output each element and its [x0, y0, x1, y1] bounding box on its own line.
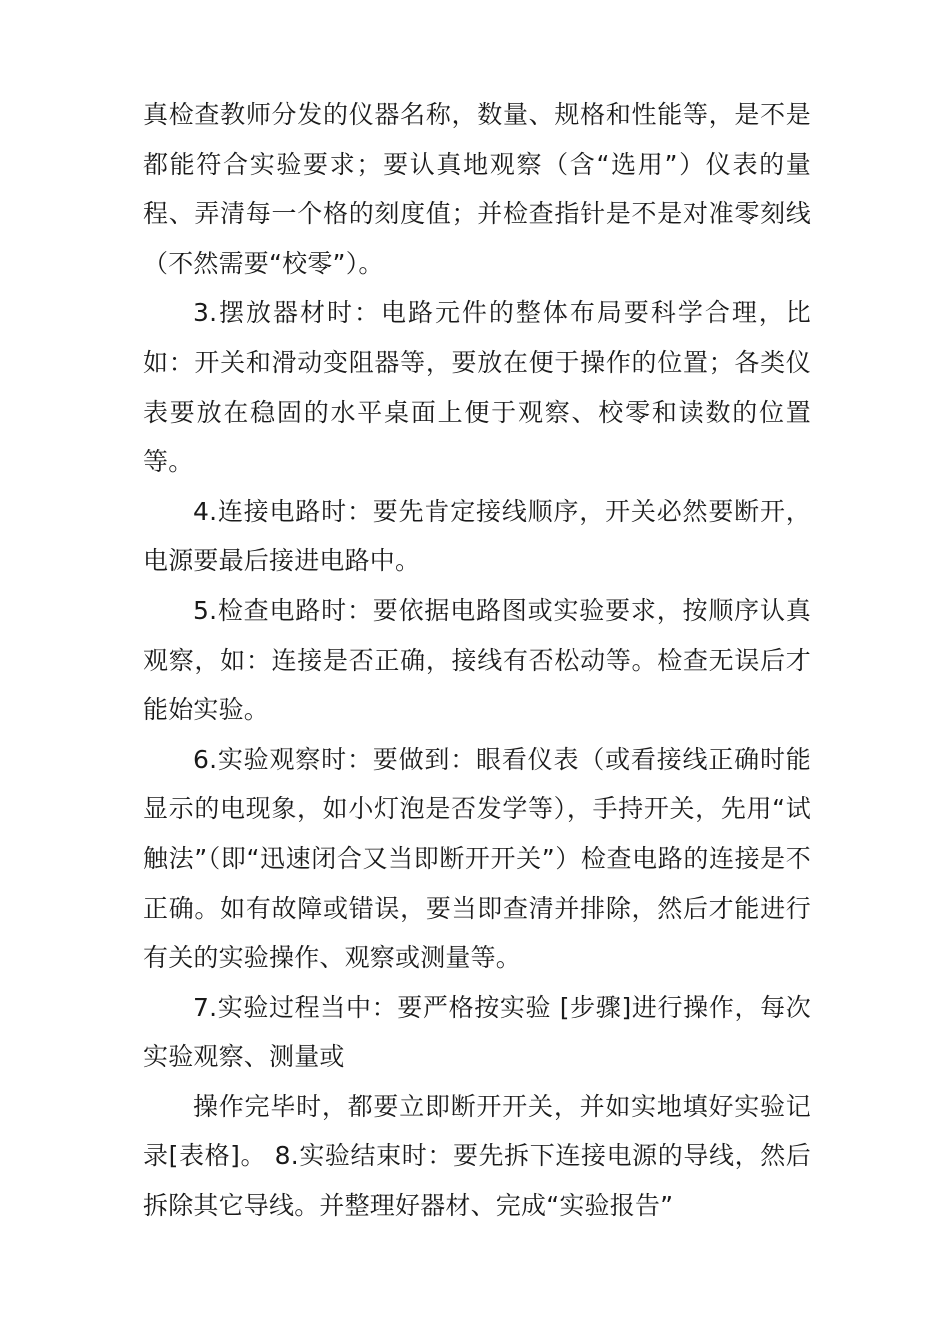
paragraph-step-7-cont-and-8: 操作完毕时，都要立即断开开关，并如实地填好实验记录[表格]。 8.实验结束时：要先拆下连接电源的导线，然后拆除其它导线。并整理好器材、完成“实验报告”	[143, 1091, 811, 1221]
paragraph-step-4: 4.连接电路时：要先肯定接线顺序，开关必然要断开，电源要最后接进电路中。	[143, 496, 811, 576]
paragraph-step-7: 7.实验过程当中：要严格按实验 [步骤]进行操作，每次实验观察、测量或	[143, 992, 811, 1072]
paragraph-step-3: 3.摆放器材时：电路元件的整体布局要科学合理，比如：开关和滑动变阻器等，要放在便于操作的位置；各类仪表要放在稳固的水平桌面上便于观察、校零和读数的位置等。	[143, 298, 811, 477]
document-body	[143, 90, 811, 1231]
paragraph-step-5: 5.检查电路时：要依据电路图或实验要求，按顺序认真观察，如：连接是否正确，接线有否松动等。检查无误后才能始实验。	[143, 595, 811, 725]
paragraph-continuation: 真检查教师分发的仪器名称，数量、规格和性能等，是不是都能符合实验要求；要认真地观察（含“选用”）仪表的量程、弄清每一个格的刻度值；并检查指针是不是对准零刻线（不然需要“校零”）。	[143, 100, 811, 278]
paragraph-step-6: 6.实验观察时：要做到：眼看仪表（或看接线正确时能显示的电现象，如小灯泡是否发学等），手持开关，先用“试触法”（即“迅速闭合又当即断开开关”）检查电路的连接是不正确。如有故障或错误，要当即查清并排除，然后才能进行有关的实验操作、观察或测量等。	[143, 744, 811, 973]
